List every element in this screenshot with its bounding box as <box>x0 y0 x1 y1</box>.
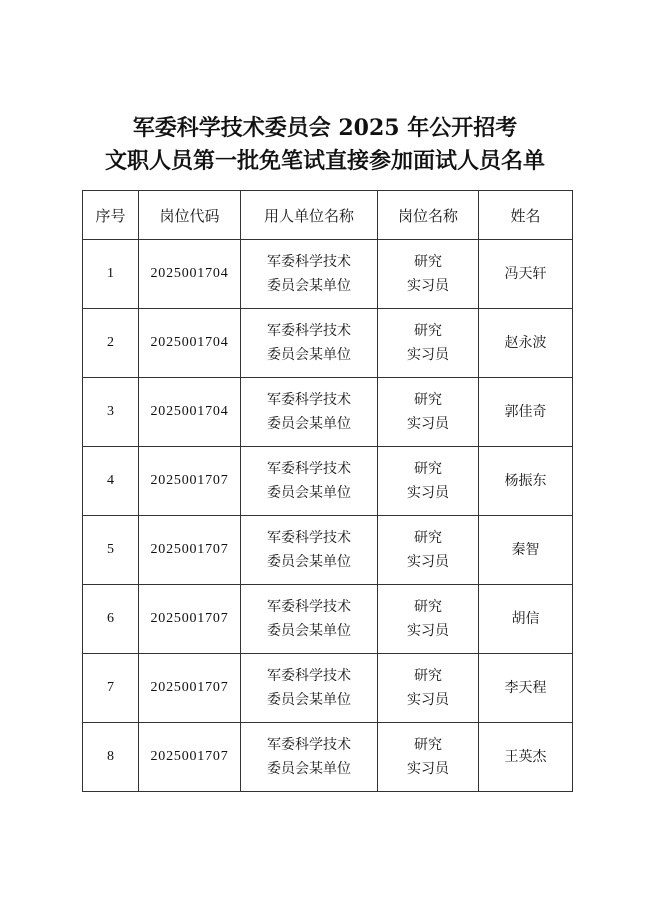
position-code: 2025001707 <box>150 473 229 488</box>
employer-name-line-2: 委员会某单位 <box>267 485 351 501</box>
position-code: 2025001707 <box>150 680 229 695</box>
candidate-name: 王英杰 <box>504 749 547 765</box>
employer-name-cell <box>241 516 378 585</box>
employer-name-line-2: 委员会某单位 <box>267 692 351 708</box>
table-row <box>83 378 573 447</box>
candidate-name: 李天程 <box>504 680 547 696</box>
position-name-line-2: 实习员 <box>407 554 449 570</box>
candidate-name-cell <box>479 585 573 654</box>
employer-name-cell <box>241 654 378 723</box>
table-row <box>83 654 573 723</box>
header-serial-number: 序号 <box>83 191 139 240</box>
employer-name-line-1: 军委科学技术 <box>267 530 351 546</box>
position-code: 2025001704 <box>150 335 229 350</box>
serial-number: 7 <box>107 680 114 695</box>
employer-name-line-1: 军委科学技术 <box>267 599 351 615</box>
employer-name-line-2: 委员会某单位 <box>267 623 351 639</box>
table-row <box>83 447 573 516</box>
position-code: 2025001707 <box>150 611 229 626</box>
candidate-name: 郭佳奇 <box>504 404 547 420</box>
position-name-line-2: 实习员 <box>407 761 449 777</box>
candidate-name-cell <box>479 378 573 447</box>
position-name-line-1: 研究 <box>414 323 442 339</box>
employer-name-line-2: 委员会某单位 <box>267 554 351 570</box>
position-name-line-2: 实习员 <box>407 347 449 363</box>
serial-number: 1 <box>107 266 114 281</box>
serial-number-cell <box>83 654 139 723</box>
candidate-name: 杨振东 <box>504 473 547 489</box>
candidate-name-cell <box>479 309 573 378</box>
serial-number-cell <box>83 447 139 516</box>
position-code-cell <box>139 378 241 447</box>
position-name-line-2: 实习员 <box>407 623 449 639</box>
position-name-line-2: 实习员 <box>407 485 449 501</box>
position-code-cell <box>139 309 241 378</box>
position-code: 2025001707 <box>150 749 229 764</box>
employer-name-cell <box>241 378 378 447</box>
title-line-2: 文职人员第一批免笔试直接参加面试人员名单 <box>104 148 545 174</box>
serial-number: 3 <box>107 404 114 419</box>
serial-number-cell <box>83 723 139 792</box>
page-title <box>0 112 650 178</box>
header-candidate-name: 姓名 <box>479 191 573 240</box>
candidate-name: 胡信 <box>511 611 540 627</box>
position-name-line-2: 实习员 <box>407 692 449 708</box>
serial-number-cell <box>83 240 139 309</box>
position-name-cell <box>378 516 479 585</box>
employer-name-line-1: 军委科学技术 <box>267 392 351 408</box>
employer-name-line-1: 军委科学技术 <box>267 461 351 477</box>
position-name-cell <box>378 240 479 309</box>
serial-number-cell <box>83 309 139 378</box>
serial-number: 8 <box>107 749 114 764</box>
position-name-cell <box>378 723 479 792</box>
table-row <box>83 723 573 792</box>
position-name-line-1: 研究 <box>414 599 442 615</box>
candidate-table <box>82 190 573 792</box>
table-row <box>83 240 573 309</box>
header-position-name: 岗位名称 <box>378 191 479 240</box>
position-name-line-1: 研究 <box>414 530 442 546</box>
position-name-line-1: 研究 <box>414 461 442 477</box>
position-code-cell <box>139 516 241 585</box>
table-header <box>83 191 573 240</box>
serial-number-cell <box>83 585 139 654</box>
position-name-line-1: 研究 <box>414 668 442 684</box>
position-name-cell <box>378 447 479 516</box>
candidate-name-cell <box>479 240 573 309</box>
serial-number: 2 <box>107 335 114 350</box>
position-code-cell <box>139 654 241 723</box>
employer-name-cell <box>241 240 378 309</box>
employer-name-cell <box>241 309 378 378</box>
serial-number-cell <box>83 516 139 585</box>
position-code-cell <box>139 585 241 654</box>
position-name-line-2: 实习员 <box>407 278 449 294</box>
candidate-name-cell <box>479 654 573 723</box>
employer-name-line-1: 军委科学技术 <box>267 737 351 753</box>
candidate-name-cell <box>479 723 573 792</box>
header-position-code: 岗位代码 <box>139 191 241 240</box>
position-name-cell <box>378 378 479 447</box>
candidate-name: 秦智 <box>511 542 540 558</box>
employer-name-cell <box>241 585 378 654</box>
employer-name-line-1: 军委科学技术 <box>267 323 351 339</box>
position-code-cell <box>139 723 241 792</box>
position-code: 2025001704 <box>150 404 229 419</box>
candidate-name: 冯天轩 <box>504 266 547 282</box>
position-code-cell <box>139 240 241 309</box>
serial-number: 5 <box>107 542 114 557</box>
position-name-line-1: 研究 <box>414 737 442 753</box>
candidate-name-cell <box>479 447 573 516</box>
employer-name-line-1: 军委科学技术 <box>267 254 351 270</box>
employer-name-line-2: 委员会某单位 <box>267 278 351 294</box>
title-line-1: 军委科学技术委员会 2025 年公开招考 <box>132 115 518 141</box>
employer-name-line-2: 委员会某单位 <box>267 347 351 363</box>
employer-name-cell <box>241 447 378 516</box>
serial-number: 4 <box>107 473 114 488</box>
table-row <box>83 516 573 585</box>
table-row <box>83 585 573 654</box>
position-name-line-2: 实习员 <box>407 416 449 432</box>
candidate-name-cell <box>479 516 573 585</box>
serial-number-cell <box>83 378 139 447</box>
position-name-cell <box>378 585 479 654</box>
position-name-line-1: 研究 <box>414 392 442 408</box>
position-code-cell <box>139 447 241 516</box>
header-row <box>83 191 573 240</box>
position-code: 2025001704 <box>150 266 229 281</box>
position-name-cell <box>378 654 479 723</box>
employer-name-line-2: 委员会某单位 <box>267 416 351 432</box>
employer-name-line-1: 军委科学技术 <box>267 668 351 684</box>
table-body <box>83 240 573 792</box>
position-name-line-1: 研究 <box>414 254 442 270</box>
table-row <box>83 309 573 378</box>
position-code: 2025001707 <box>150 542 229 557</box>
header-employer-name: 用人单位名称 <box>241 191 378 240</box>
candidate-name: 赵永波 <box>504 335 547 351</box>
position-name-cell <box>378 309 479 378</box>
serial-number: 6 <box>107 611 114 626</box>
employer-name-line-2: 委员会某单位 <box>267 761 351 777</box>
employer-name-cell <box>241 723 378 792</box>
